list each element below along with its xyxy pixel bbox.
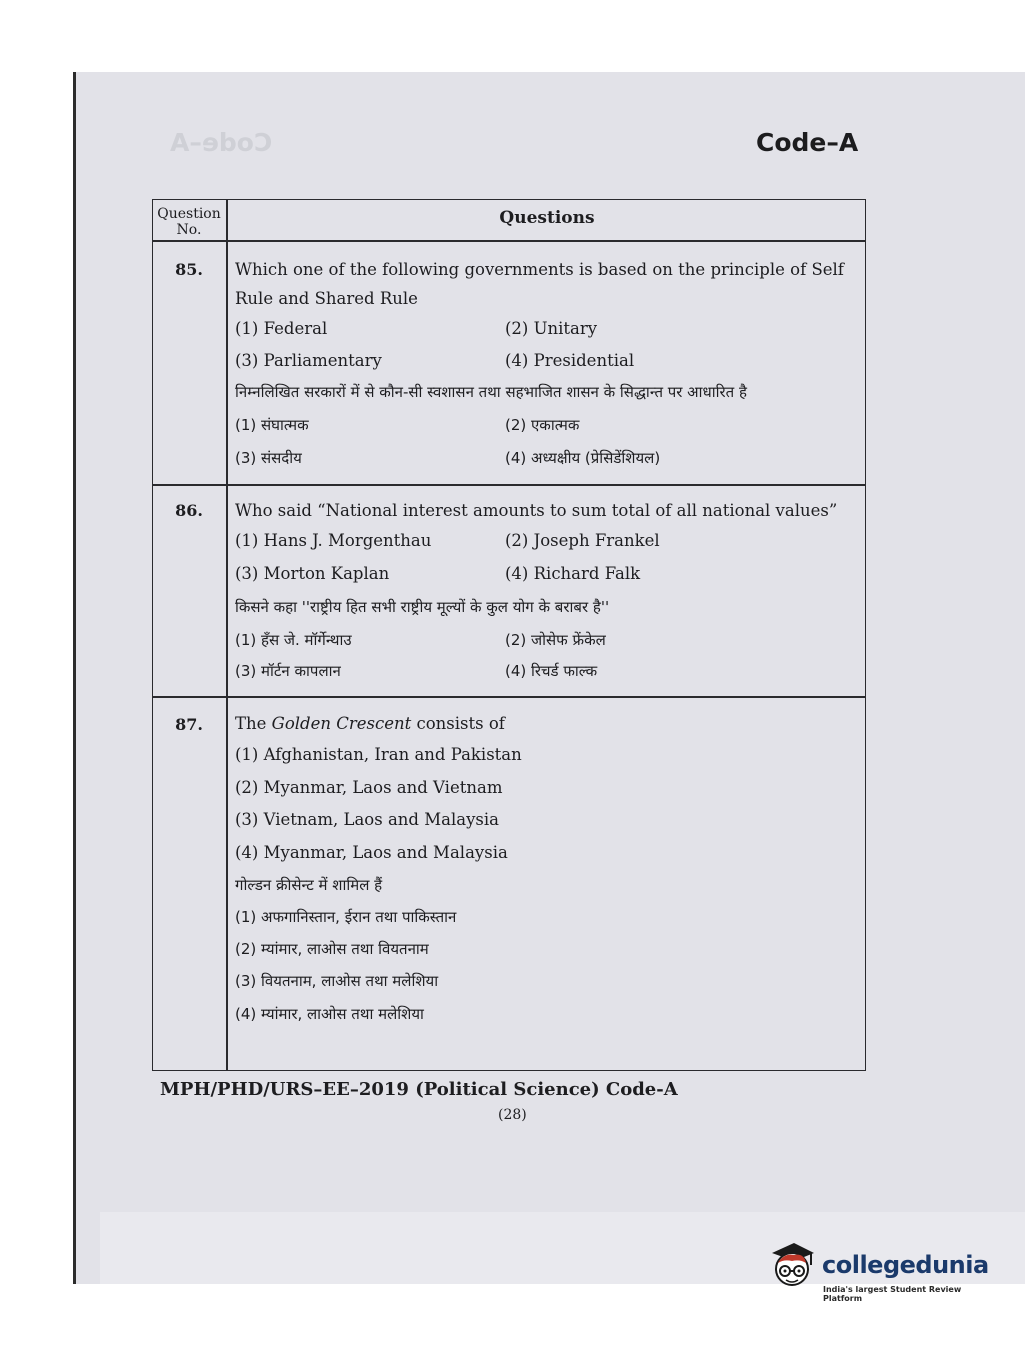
q86-option-1: (1) Hans J. Morgenthau [235,531,432,550]
q86-option-2: (2) Joseph Frankel [505,531,660,550]
q87-option-3: (3) Vietnam, Laos and Malaysia [235,810,499,829]
q85-option-4: (4) Presidential [505,351,635,370]
q87-hindi-option-3: (3) वियतनाम, लाओस तथा मलेशिया [235,972,439,990]
q85-option-1: (1) Federal [235,319,328,338]
question-87-hindi-text: गोल्डन क्रीसेन्ट में शामिल हैं [235,876,383,894]
row-divider [153,484,865,486]
question-87-text-pre: The [235,714,272,733]
question-87-text-post: consists of [411,714,505,733]
q86-hindi-option-1: (1) हँस जे. मॉर्गेन्थाउ [235,631,352,649]
q86-hindi-option-3: (3) मॉर्टन कापलान [235,662,341,680]
student-mascot-icon [766,1239,818,1291]
header-divider [153,240,865,242]
q87-hindi-option-4: (4) म्यांमार, लाओस तथा मलेशिया [235,1005,424,1023]
q87-option-2: (2) Myanmar, Laos and Vietnam [235,778,503,797]
question-number-86: 86. [175,501,203,520]
q86-option-4: (4) Richard Falk [505,564,641,583]
q85-hindi-option-2: (2) एकात्मक [505,416,580,434]
q87-option-4: (4) Myanmar, Laos and Malaysia [235,843,508,862]
collegedunia-logo[interactable] [766,1233,996,1313]
q85-option-3: (3) Parliamentary [235,351,382,370]
q86-option-3: (3) Morton Kaplan [235,564,390,583]
bleed-through-header: Code–A [170,128,273,157]
question-85-hindi-text: निम्नलिखित सरकारों में से कौन-सी स्वशासन तथा सहभाजित शासन के सिद्धान्त पर आधारित है [235,383,747,401]
page-number: (28) [498,1107,527,1123]
q85-hindi-option-3: (3) संसदीय [235,449,302,467]
question-table [152,199,866,1071]
question-85-text-line-2: Rule and Shared Rule [235,289,418,308]
header-questions: Questions [499,208,595,228]
q85-hindi-option-1: (1) संघात्मक [235,416,309,434]
question-number-87: 87. [175,715,203,734]
q86-hindi-option-2: (2) जोसेफ फ्रेंकेल [505,631,606,649]
exam-footer: MPH/PHD/URS–EE–2019 (Political Science) Code-A [160,1079,678,1100]
q87-hindi-option-1: (1) अफगानिस्तान, ईरान तथा पाकिस्तान [235,908,457,926]
q85-option-2: (2) Unitary [505,319,598,338]
row-divider [153,696,865,698]
q87-hindi-option-2: (2) म्यांमार, लाओस तथा वियतनाम [235,940,429,958]
q86-hindi-option-4: (4) रिचर्ड फाल्क [505,662,598,680]
column-divider [226,200,228,1070]
question-86-text: Who said “National interest amounts to sum total of all national values” [235,501,838,520]
header-question-no: Question No. [157,206,221,238]
question-number-85: 85. [175,260,203,279]
question-87-text [235,709,505,738]
q87-option-1: (1) Afghanistan, Iran and Pakistan [235,745,522,764]
question-87-text-italic: Golden Crescent [271,714,412,733]
question-86-hindi-text: किसने कहा ''राष्ट्रीय हित सभी राष्ट्रीय मूल्यों के कुल योग के बराबर है'' [235,598,610,616]
scan-left-edge [73,72,76,1284]
logo-wordmark: collegedunia [822,1251,989,1279]
question-85-text-line-1: Which one of the following governments is based on the principle of Self [235,260,844,279]
page-code-header: Code–A [756,128,859,157]
q85-hindi-option-4: (4) अध्यक्षीय (प्रेसिडेंशियल) [505,449,661,467]
logo-tagline: India's largest Student Review Platform [823,1285,962,1303]
